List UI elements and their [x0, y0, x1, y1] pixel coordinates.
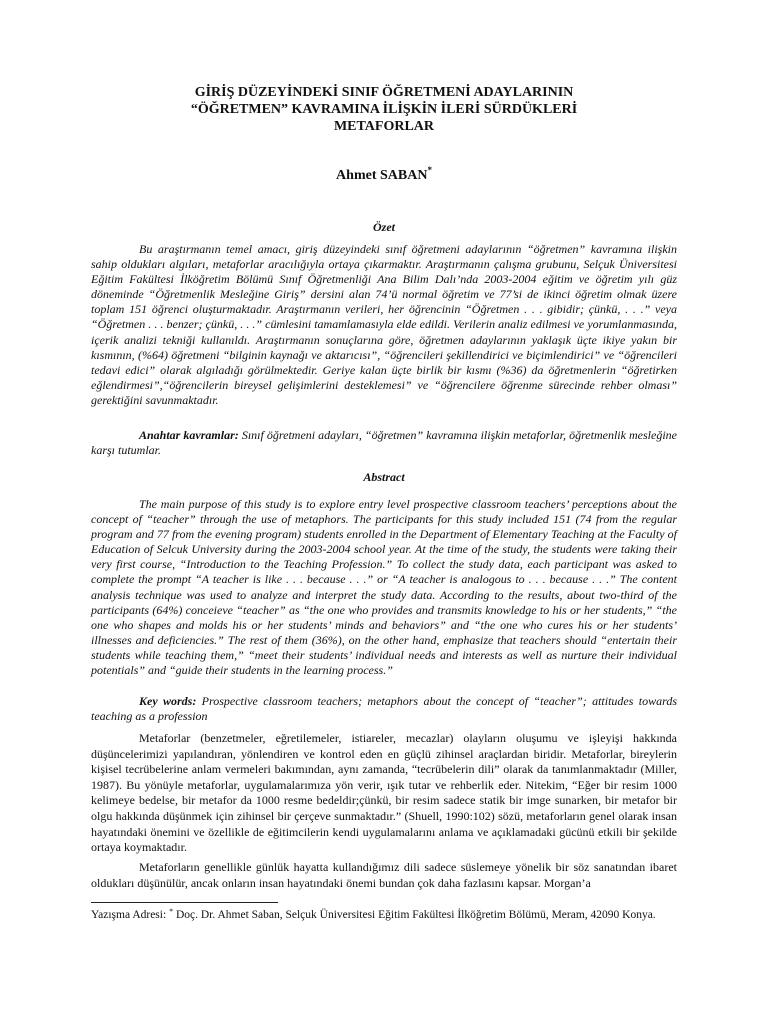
author-line	[91, 165, 677, 184]
footnote-text: Doç. Dr. Ahmet Saban, Selçuk Üniversitesi Eğitim Fakültesi İlköğretim Bölümü, Meram, 42090 Konya.	[173, 909, 656, 921]
anahtar-kavramlar-text: Sınıf öğretmeni adayları, “öğretmen” kavramına ilişkin metaforlar, öğretmenlik mesleğine karşı tutumlar.	[91, 428, 677, 458]
title-line-1: GİRİŞ DÜZEYİNDEKİ SINIF ÖĞRETMENİ ADAYLARININ	[194, 85, 574, 100]
footnote	[91, 908, 677, 924]
footnote-mark: *	[169, 907, 174, 916]
ozet-heading: Özet	[373, 220, 395, 234]
abstract-paragraph: The main purpose of this study is to explore entry level prospective classroom teachers’ perceptions about the concept of “teacher” through the use of metaphors. The participants for this study included 151 (74 from the regular program and 77 from the evening program) students enrolled in the Department of Elementary Teaching at the Faculty of Education of Selcuk University during the 2003-2004 school year. At the time of the study, the students were taking their very first course, “Introduction to the Teaching Profession.” To collect the study data, each participant was asked to complete the prompt “A teacher is like . . . because . . .” or “A teacher is analogous to . . . because . . .” The content analysis technique was used to analyze and interpret the study data. According to the results, about two-third of the participants (64%) conceieve “teacher” as “the one who provides and transmits knowledge to his or her students,” “the one who shapes and molds his or her students’ minds and behaviors” and “the one who cures his or her students’ illnesses and deficiencies.” The rest of them (36%), on the other hand, emphasize that teachers should “entertain their students while teaching them,” “meet their students’ individual needs and interests as well as nurture their individual potentials” and “guide their students in the learning process.”	[91, 497, 677, 678]
title-line-3: METAFORLAR	[333, 119, 435, 134]
title-line-2: “ÖĞRETMEN” KAVRAMINA İLİŞKİN İLERİ SÜRDÜKLERİ	[190, 102, 578, 117]
abstract-heading: Abstract	[363, 470, 405, 484]
keywords	[91, 694, 677, 724]
paper-title	[91, 84, 677, 135]
footnote-prefix: Yazışma Adresi:	[91, 909, 167, 921]
ozet-paragraph: Bu araştırmanın temel amacı, giriş düzeyindeki sınıf öğretmeni adaylarının “öğretmen” kavramına ilişkin sahip oldukları algıları, metaforlar aracılığıyla ortaya çıkarmaktır. Araştırmanın çalışma grubunu, Selçuk Üniversitesi Eğitim Fakültesi İlköğretim Bölümü Sınıf Öğretmenliği Ana Bilim Dalı’nda 2003-2004 eğitim ve öğretim yılı güz döneminde “Öğretmenlik Mesleğine Giriş” dersini alan 74’ü normal öğretim ve 77’si de ikinci öğretim olmak üzere toplam 151 öğrenci oluşturmaktadır. Araştırmanın verileri, her öğrencinin “Öğretmen . . . gibidir; çünkü, . . .” veya “Öğretmen . . . benzer; çünkü, . . .” cümlesini tamamlamasıyla elde edildi. Verilerin analiz edilmesi ve yorumlanmasında, içerik analizi tekniği kullanıldı. Araştırmanın sonuçlarına göre, öğretmen adaylarının yaklaşık üçte ikiye yakın bir kısmının, (%64) öğretmeni “bilginin kaynağı ve aktarıcısı”, “öğrencileri şekillendirici ve biçimlendirici” ve “öğrencileri tedavi edici” olarak algıladığı görülmektedir. Geriye kalan üçte birlik bir kısmı (%36) da öğretmenlerin “öğretirken eğlendirmesi”,“öğrencilerin bireysel gelişimlerini desteklemesi” ve “öğrencilere öğrenme sürecinde rehber olması” gerektiğini savunmaktadır.	[91, 242, 677, 407]
body-paragraph: Metaforların genellikle günlük hayatta kullandığımız dili sadece süslemeye yönelik bir söz sanatından ibaret oldukları düşünülür, ancak onların insan hayatındaki önemi bundan çok daha fazlasını kapsar. Morgan’a	[91, 860, 677, 890]
body-paragraph: Metaforlar (benzetmeler, eğretilemeler, istiareler, mecazlar) olayların oluşumu ve işleyişi hakkında düşüncelerimizi yapılandıran, yönlendiren ve kontrol eden en güçlü zihinsel araçlardan biridir. Metaforlar, bireylerin kişisel tecrübelerine anlam vermeleri bakımından, aynı zamanda, “tecrübelerin dili” olarak da tanımlanmaktadır (Miller, 1987). Bu yönüyle metaforlar, uygulamalarımıza yön verir, ışık tutar ve rehberlik eder. Nitekim, “Eğer bir resim 1000 kelimeye bedelse, bir metafor da 1000 resme bedeldir;çünkü, bir resim sadece statik bir imge sunarken, bir metafor bir olgu hakkında düşünmek için zihinsel bir çerçeve sunmaktadır.” (Shuell, 1990:102) sözü, metaforların genel olarak insan hayatındaki önemini ve özellikle de eğitimcilerin kendi uygulamalarını anlama ve açıklamadaki gücünü etkili bir şekilde ortaya koymaktadır.	[91, 731, 677, 855]
author-name: Ahmet SABAN	[336, 168, 428, 183]
footnote-divider	[91, 902, 278, 903]
anahtar-kavramlar	[91, 428, 677, 458]
keywords-text: Prospective classroom teachers; metaphors about the concept of “teacher”; attitudes towards teaching as a profession	[91, 694, 678, 724]
author-footnote-mark: *	[427, 165, 432, 175]
keywords-label: Key words:	[139, 694, 197, 708]
anahtar-kavramlar-label: Anahtar kavramlar:	[139, 428, 239, 442]
